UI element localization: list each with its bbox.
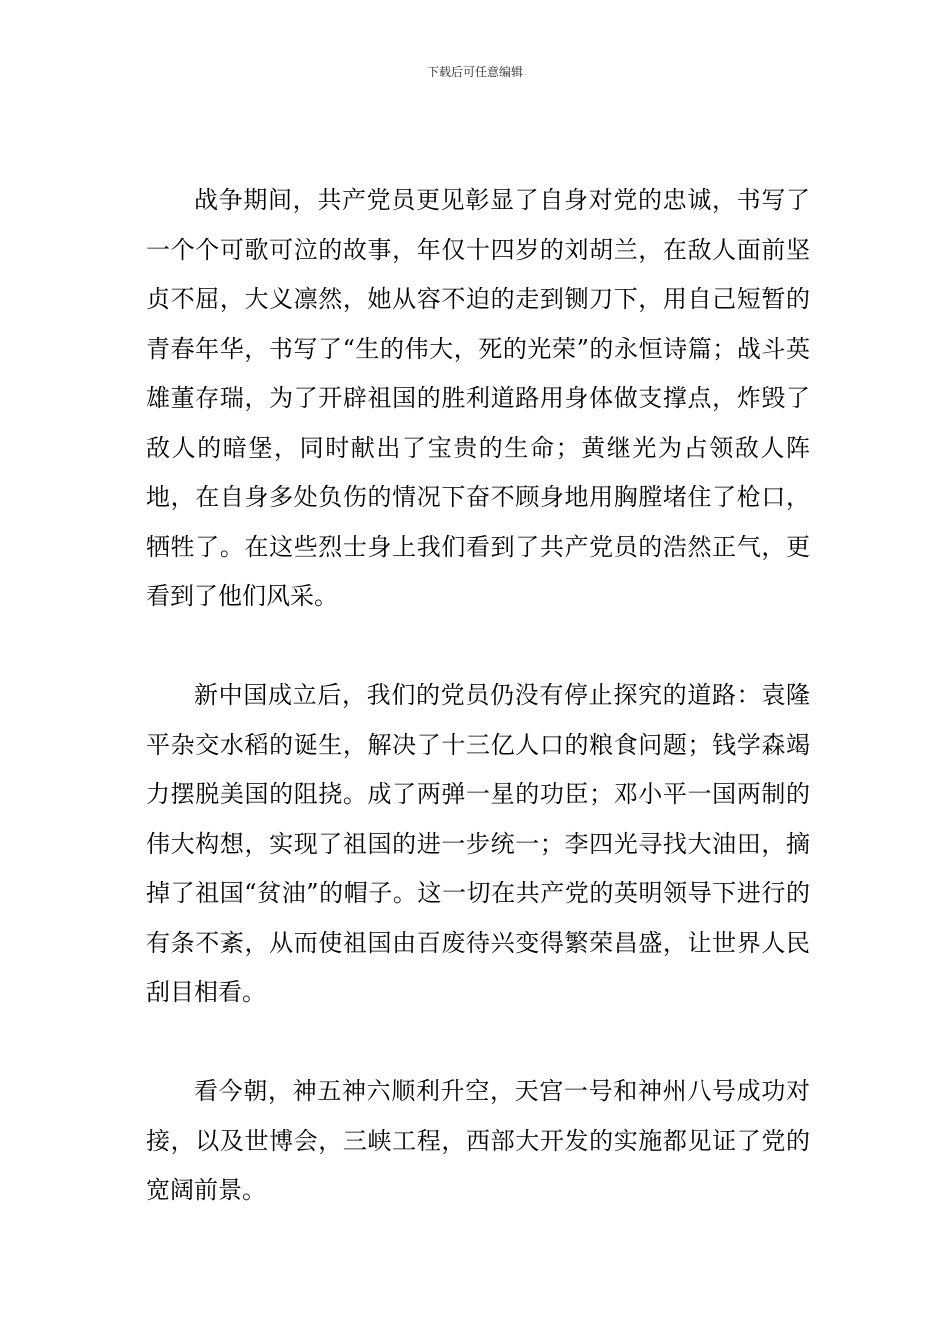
paragraph-new-china: 新中国成立后，我们的党员仍没有停止探究的道路：袁隆平杂交水稻的诞生，解决了十三亿人口的粮食问题；钱学森竭力摆脱美国的阻挠。成了两弹一星的功臣；邓小平一国两制的伟大构想，实现了祖国的进一步统一；李四光寻找大油田，摘掉了祖国“贫油”的帽子。这一切在共产党的英明领导下进行的有条不紊，从而使祖国由百废待兴变得繁荣昌盛，让世界人民刮目相看。 (146, 681, 810, 1006)
page-header: 下载后可任意编辑 (426, 65, 523, 79)
document-body (146, 176, 810, 1216)
paragraph-wartime-heroes: 战争期间，共产党员更见彰显了自身对党的忠诚，书写了一个个可歌可泣的故事，年仅十四岁的刘胡兰，在敌人面前坚贞不屈，大义凛然，她从容不迫的走到铡刀下，用自己短暂的青春年华，书写了“生的伟大，死的光荣”的永恒诗篇；战斗英雄董存瑞，为了开辟祖国的胜利道路用身体做支撑点，炸毁了敌人的暗堡，同时献出了宝贵的生命；黄继光为占领敌人阵地，在自身多处负伤的情况下奋不顾身地用胸膛堵住了枪口，牺牲了。在这些烈士身上我们看到了共产党员的浩然正气，更看到了他们风采。 (146, 186, 810, 610)
paragraph-today: 看今朝，神五神六顺利升空，天宫一号和神州八号成功对接，以及世博会，三峡工程，西部大开发的实施都见证了党的宽阔前景。 (146, 1077, 810, 1204)
